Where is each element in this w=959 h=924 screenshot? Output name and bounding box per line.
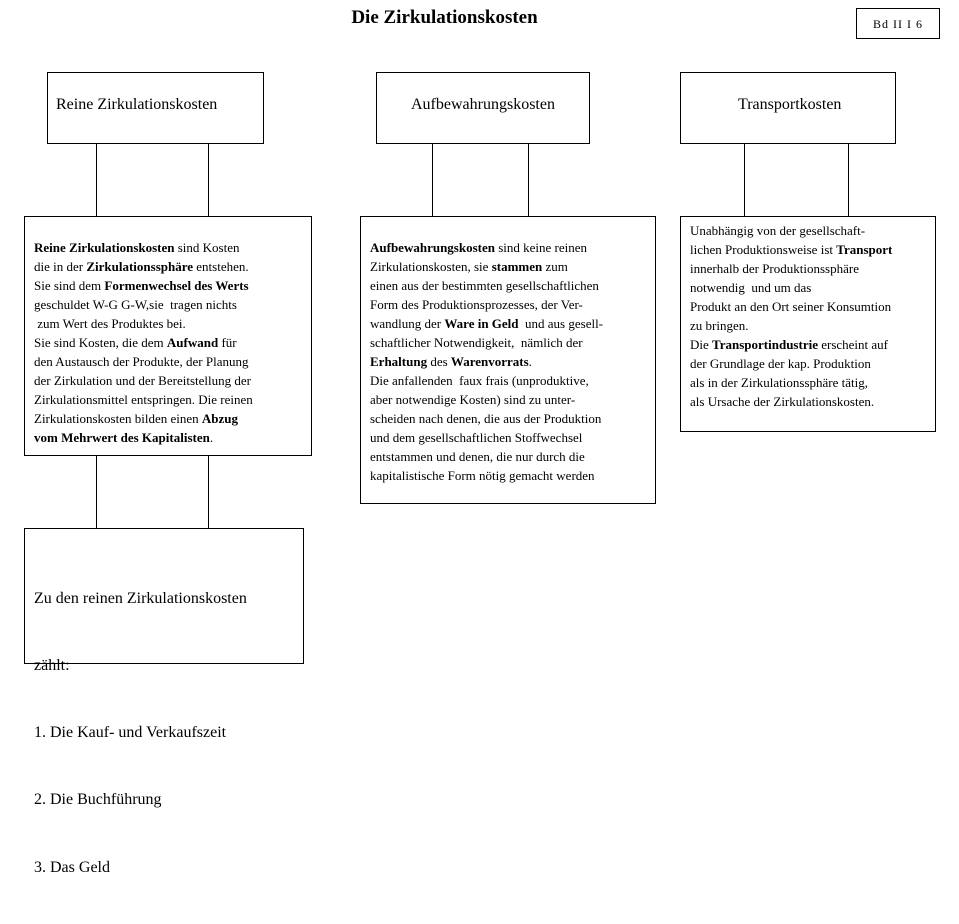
connector-line: [208, 455, 209, 529]
list-item-buchfuehrung: 2. Die Buchführung: [34, 791, 162, 809]
bold-term: Aufwand: [166, 335, 219, 350]
connector-line: [208, 143, 209, 217]
text-segment: zum: [542, 259, 568, 274]
text-line: [370, 371, 603, 390]
text-segment: Form des Produktionsprozesses, der Ver-: [370, 297, 583, 312]
text-segment: aber notwendige Kosten) sind zu unter-: [370, 392, 576, 407]
list-line: zählt:: [34, 657, 70, 675]
text-segment: Sie sind dem: [34, 278, 105, 293]
text-segment: als in der Zirkulationssphäre tätig,: [690, 375, 868, 390]
text-segment: sind Kosten: [174, 240, 240, 255]
connector-line: [432, 143, 433, 217]
text-line: [690, 221, 892, 240]
description-text: [34, 238, 253, 447]
text-segment: erscheint auf: [817, 337, 888, 352]
bold-term: Zirkulationssphäre: [86, 259, 194, 274]
text-line: [370, 352, 603, 371]
text-line: [370, 466, 603, 485]
text-line: [370, 333, 603, 352]
text-line: [34, 409, 253, 428]
text-line: [34, 238, 253, 257]
text-segment: Unabhängig von der gesellschaft-: [690, 223, 866, 238]
description-text: [690, 221, 892, 411]
bold-term: Ware in Geld: [444, 316, 519, 331]
bold-term: stammen: [491, 259, 543, 274]
bold-term: vom Mehrwert des Kapitalisten: [34, 430, 210, 445]
bold-term: Transportindustrie: [712, 337, 818, 352]
bold-term: Abzug: [201, 411, 239, 426]
text-segment: zum Wert des Produktes bei.: [34, 316, 186, 331]
text-segment: innerhalb der Produktionssphäre: [690, 261, 859, 276]
reine-zirkulationskosten-description: [24, 216, 312, 456]
text-line: [690, 373, 892, 392]
reference-label: Bd II I 6: [856, 8, 940, 39]
list-item-kauf-verkaufszeit: 1. Die Kauf- und Verkaufszeit: [34, 724, 227, 742]
text-line: [34, 314, 253, 333]
text-segment: .: [209, 430, 214, 445]
list-line: Zu den reinen Zirkulationskosten: [34, 589, 247, 607]
text-segment: sind keine reinen: [494, 240, 588, 255]
text-segment: Die anfallenden faux frais (unproduktive,: [370, 373, 589, 388]
text-line: [370, 276, 603, 295]
aufbewahrungskosten-description: [360, 216, 656, 504]
text-line: [370, 257, 603, 276]
connector-line: [528, 143, 529, 217]
list-text: [34, 543, 247, 924]
text-segment: entstehen.: [193, 259, 249, 274]
reine-zirkulationskosten-list: [24, 528, 304, 876]
header-transportkosten: [680, 72, 896, 144]
text-segment: den Austausch der Produkte, der Planung: [34, 354, 249, 369]
list-item-geld: 3. Das Geld: [34, 858, 110, 876]
text-segment: der Zirkulation und der Bereitstellung der: [34, 373, 251, 388]
text-line: [370, 390, 603, 409]
text-line: [34, 333, 253, 352]
text-line: [34, 276, 253, 295]
text-segment: notwendig und um das: [690, 280, 812, 295]
bold-term: Formenwechsel des Werts: [104, 278, 249, 293]
text-line: [34, 295, 253, 314]
text-line: [34, 390, 253, 409]
text-segment: geschuldet W-G G-W,sie tragen nichts: [34, 297, 237, 312]
bold-term: Erhaltung: [370, 354, 428, 369]
text-line: [370, 295, 603, 314]
header-label: Aufbewahrungskosten: [411, 96, 555, 113]
text-segment: des: [427, 354, 451, 369]
connector-line: [848, 143, 849, 217]
text-line: [690, 297, 892, 316]
text-segment: und dem gesellschaftlichen Stoffwechsel: [370, 430, 583, 445]
connector-line: [744, 143, 745, 217]
header-aufbewahrungskosten: [376, 72, 590, 144]
text-segment: die in der: [34, 259, 87, 274]
text-line: [690, 240, 892, 259]
text-line: [34, 371, 253, 390]
text-line: [370, 428, 603, 447]
text-segment: für: [218, 335, 237, 350]
transportkosten-description: [680, 216, 936, 432]
text-segment: Zirkulationskosten, sie: [370, 259, 492, 274]
text-segment: Zirkulationskosten bilden einen: [34, 411, 202, 426]
text-segment: Sie sind Kosten, die dem: [34, 335, 167, 350]
text-line: [690, 259, 892, 278]
bold-term: Transport: [836, 242, 893, 257]
text-segment: kapitalistische Form nötig gemacht werden: [370, 468, 595, 483]
bold-term: Warenvorrats: [450, 354, 529, 369]
text-segment: lichen Produktionsweise ist: [690, 242, 837, 257]
text-segment: Die: [690, 337, 713, 352]
bold-term: Reine Zirkulationskosten: [34, 240, 175, 255]
text-segment: entstammen und denen, die nur durch die: [370, 449, 585, 464]
diagram-title: Die Zirkulationskosten: [351, 7, 538, 28]
connector-line: [96, 455, 97, 529]
text-segment: Zirkulationsmittel entspringen. Die reinen: [34, 392, 253, 407]
bold-term: Aufbewahrungskosten: [370, 240, 495, 255]
text-line: [370, 409, 603, 428]
text-line: [690, 316, 892, 335]
text-segment: .: [528, 354, 532, 369]
connector-line: [96, 143, 97, 217]
text-segment: als Ursache der Zirkulationskosten.: [690, 394, 875, 409]
text-segment: zu bringen.: [690, 318, 749, 333]
header-reine-zirkulationskosten: [47, 72, 264, 144]
text-segment: und aus gesell-: [518, 316, 604, 331]
text-line: [34, 352, 253, 371]
text-line: [690, 335, 892, 354]
text-segment: einen aus der bestimmten gesellschaftlichen: [370, 278, 599, 293]
description-text: [370, 238, 603, 485]
text-segment: schaftlicher Notwendigkeit, nämlich der: [370, 335, 583, 350]
text-line: [34, 257, 253, 276]
text-line: [370, 447, 603, 466]
text-line: [690, 278, 892, 297]
text-line: [690, 392, 892, 411]
text-line: [370, 238, 603, 257]
text-segment: wandlung der: [370, 316, 445, 331]
header-label: Reine Zirkulationskosten: [56, 96, 218, 113]
text-line: [370, 314, 603, 333]
text-segment: Produkt an den Ort seiner Konsumtion: [690, 299, 892, 314]
text-segment: scheiden nach denen, die aus der Produktion: [370, 411, 602, 426]
header-label: Transportkosten: [738, 96, 842, 113]
text-segment: der Grundlage der kap. Produktion: [690, 356, 871, 371]
text-line: [34, 428, 253, 447]
text-line: [690, 354, 892, 373]
